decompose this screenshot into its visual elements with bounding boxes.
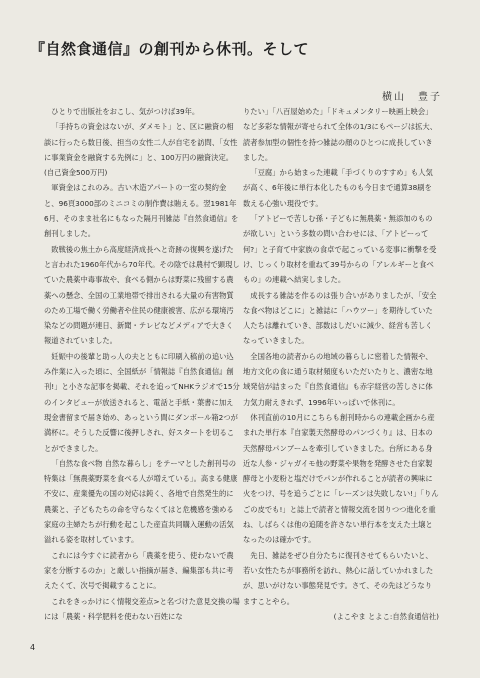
paragraph: 軍資金はこれのみ。古い木造アパートの一室の契約金と、96頁3000部のミニコミの制作費は賄える。翌1981年6月、そのまま社名にもなった隔月刊雑誌『自然食通信』を創刊しました。 (44, 183, 239, 239)
article-title: 『自然食通信』の創刊から休刊。そして (30, 40, 310, 58)
right-column (243, 104, 439, 624)
author-name: 横山 豊子 (382, 92, 442, 103)
paragraph: 「豆腐」から始まった連載「手づくりのすすめ」も人気が高く、6年後に単行本化したものも今日まで通算38刷を数える心強い現役です。 (243, 168, 433, 208)
paragraph: 先日、雑誌をぜひ自分たちに復刊させてもらいたいと、若い女性たちが事務所を訪れ、熱心に話していかれましたが、思いがけない事態発見です。さて、その先はどうなりますことやら。 (243, 550, 434, 606)
left-column (44, 104, 240, 624)
author-signature: (よこやま とよこ:自然食通信社) (333, 611, 439, 621)
paragraph: これをきっかけにく情報交差点>と名づけた意見交換の場には「農薬・科学肥料を使わない百姓にな (44, 596, 240, 621)
paragraph: 「アトピーで苦しむ孫・子どもに無農薬・無添加のものが欲しい」という多数の問い合わせには、「アトピーって何?」と子育て中家族の食卓で起こっている変事に衝撃を受け、じっくり取材を重ねて39号からの「アレルギーと食べもの」の連載へ結実しました。 (243, 214, 437, 285)
paragraph: 敗戦後の焦土から高度経済成長へと奇跡の復興を遂げたと言われた1960年代から70年代。その陰では農村で顕現していた農薬中毒事故や、食べる側からは野菜に残留する農薬への懸念、全国の工業地帯で排出される大量の有害物質のため工場で働く労働者や住民の健康被害、広がる環境汚染などの問題が連日、新聞・テレビなどメディアで大きく報道されていました。 (44, 244, 240, 346)
paragraph: 「自然な食べ物 自然な暮らし」をテーマとした創刊号の特集は「無農薬野菜を食べる人が増えている」。高まる健康不安に、産業優先の国の対応は鈍く、各地で自然発生的に農薬と、子どもたちの命を守らなくてはと危機感を強める家庭の主婦たちが行動を起こした産直共同購入運動の活気溢れる姿を取材しています。 (44, 458, 238, 545)
paragraph: 休刊直前の10月にこちらも創刊時からの連載企画から産まれた単行本『自家製天然酵母のパンづくり』は、日本の天然酵母パンブームを牽引していきました。台所にある身近な人参・ジャガイモ他の野菜や果物を発酵させた自家製酵母と小麦粉と塩だけでパンが作れることが読者の興味に火をつけ、号を追うごとに「レーズンは失敗しない!」「りんごの皮でも!」と誌上で読者と情報交流を図りつつ進化を重ね、しばらくは他の追随を許さない単行本を支えた土壌となったのは確かです。 (243, 412, 439, 545)
paragraph: 妊娠中の後輩と助っ人の夫とともに印刷入稿前の追い込み作業に入った頃に、全国紙が「情報誌『自然食通信』創刊!」と小さな記事を掲載、それを追ってNHKラジオで15分のインタビューが放送されると、電話と手紙・葉書に加え現金書留まで届き始め、あっという間にダンボール箱2つが満杯に。そうした反響に後押しされ、好スタートを切ることができました。 (44, 351, 240, 453)
paragraph: 全国各地の読者からの地域の暮らしに密着した情報や、地方文化の食に通う取材頻度もいただいたりと、濃密な地域発信が詰まった『自然食通信』も赤字経営の苦しさに体力気力耐えきれず、1996年いっぱいで休刊に。 (243, 351, 433, 407)
paragraph: 「手持ちの資金はないが、ダメモト」と、区に融資の相談に行ったら数日後、担当の女性二人が自宅を訪問、「女性に事業資金を融資する先例に」と、100万円の融資決定。(自己資金500万円) (44, 122, 238, 178)
page-number: 4 (30, 643, 36, 652)
paragraph: 成長する雑誌を作るのは張り合いがありましたが、「安全な食べ物はどこに」と雑誌に「ハウツー」を期待していた人たちは離れていき、部数はしだいに減少、経営も苦しくなっていきました。 (243, 290, 437, 346)
paragraph: ひとりで出版社をおこし、気がつけば39年。 (51, 107, 200, 116)
paragraph: これには今すぐに読者から「農薬を使う、使わないで農家を分断するのか」と厳しい指摘が届き、編集部も共に考えたくて、次号で掲載することに。 (44, 550, 234, 591)
paragraph: りたい」「八百屋始めた」「ドキュメンタリー映画上映会」など多彩な情報が寄せられて全体の1/3にもページは拡大、読者参加型の個性を持つ雑誌の顔のひとつに成長していきました。 (243, 107, 438, 162)
